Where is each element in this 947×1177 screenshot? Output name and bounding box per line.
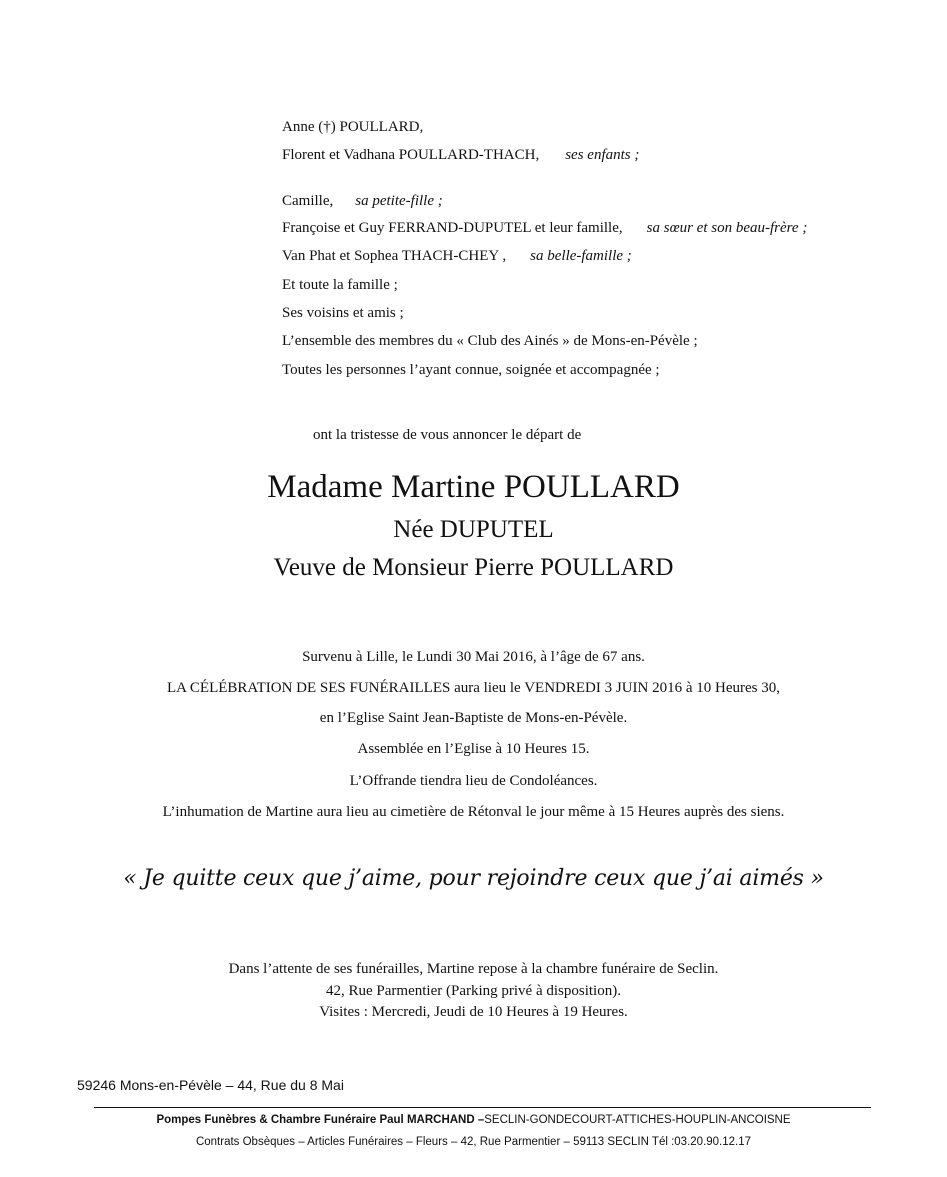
maiden-name: Née DUPUTEL	[393, 516, 554, 543]
detail-line: L’inhumation de Martine aura lieu au cimetière de Rétonval le jour même à 15 Heures auprès des siens.	[162, 804, 785, 820]
memorial-quote: « Je quitte ceux que j’aime, pour rejoindre ceux que j’ai aimés »	[123, 866, 824, 891]
deceased-name: Madame Martine POULLARD	[267, 469, 680, 505]
mourner-role: ses enfants ;	[565, 147, 640, 163]
visitation-line: Visites : Mercredi, Jeudi de 10 Heures à 19 Heures.	[319, 1004, 628, 1020]
mourner-role: sa belle-famille ;	[530, 248, 632, 264]
footer-services-line: Contrats Obsèques – Articles Funéraires – Fleurs – 42, Rue Parmentier – 59113 SECLIN Tél :03.20.90.12.17	[195, 1136, 752, 1148]
announcement-text: ont la tristesse de vous annoncer le départ de	[313, 427, 582, 443]
mourner-line	[282, 248, 632, 265]
funeral-home-name: Pompes Funèbres & Chambre Funéraire Paul MARCHAND –	[156, 1114, 485, 1126]
footer-company-line	[0, 1114, 947, 1126]
mourner-line	[282, 362, 660, 379]
mourner-line	[282, 119, 423, 136]
mourner-name: Florent et Vadhana POULLARD-THACH,	[282, 147, 540, 163]
mourner-name: Camille,	[282, 193, 334, 209]
mourner-name: Van Phat et Sophea THACH-CHEY ,	[282, 248, 507, 264]
mourner-role: sa sœur et son beau-frère ;	[646, 220, 808, 236]
mourner-role: sa petite-fille ;	[355, 193, 443, 209]
mourner-name: Françoise et Guy FERRAND-DUPUTEL et leur famille,	[282, 220, 623, 236]
detail-line: LA CÉLÉBRATION DE SES FUNÉRAILLES aura lieu le VENDREDI 3 JUIN 2016 à 10 Heures 30,	[167, 680, 780, 696]
mourner-line	[282, 277, 398, 294]
mourner-line	[282, 147, 639, 164]
mourner-name: Ses voisins et amis ;	[282, 305, 404, 321]
footer-divider	[94, 1107, 871, 1108]
mourner-line	[282, 333, 698, 350]
detail-line: en l’Eglise Saint Jean-Baptiste de Mons-en-Pévèle.	[319, 710, 628, 726]
mourner-line	[282, 193, 443, 210]
mourner-name: Anne (†) POULLARD,	[282, 119, 424, 135]
mourner-name: Toutes les personnes l’ayant connue, soignée et accompagnée ;	[282, 362, 660, 378]
detail-line: Survenu à Lille, le Lundi 30 Mai 2016, à l’âge de 67 ans.	[302, 649, 645, 665]
funeral-home-locations: SECLIN-GONDECOURT-ATTICHES-HOUPLIN-ANCOISNE	[484, 1114, 791, 1126]
mourner-line	[282, 305, 404, 322]
detail-line: L’Offrande tiendra lieu de Condoléances.	[349, 773, 598, 789]
visitation-line: 42, Rue Parmentier (Parking privé à disposition).	[326, 983, 621, 999]
mourner-line	[282, 220, 807, 237]
family-address: 59246 Mons-en-Pévèle – 44, Rue du 8 Mai	[77, 1077, 344, 1093]
widow-of: Veuve de Monsieur Pierre POULLARD	[273, 554, 674, 581]
mourner-name: Et toute la famille ;	[282, 277, 398, 293]
detail-line: Assemblée en l’Eglise à 10 Heures 15.	[357, 741, 590, 757]
mourner-name: L’ensemble des membres du « Club des Ainés » de Mons-en-Pévèle ;	[282, 333, 698, 349]
visitation-line: Dans l’attente de ses funérailles, Martine repose à la chambre funéraire de Seclin.	[228, 961, 719, 977]
